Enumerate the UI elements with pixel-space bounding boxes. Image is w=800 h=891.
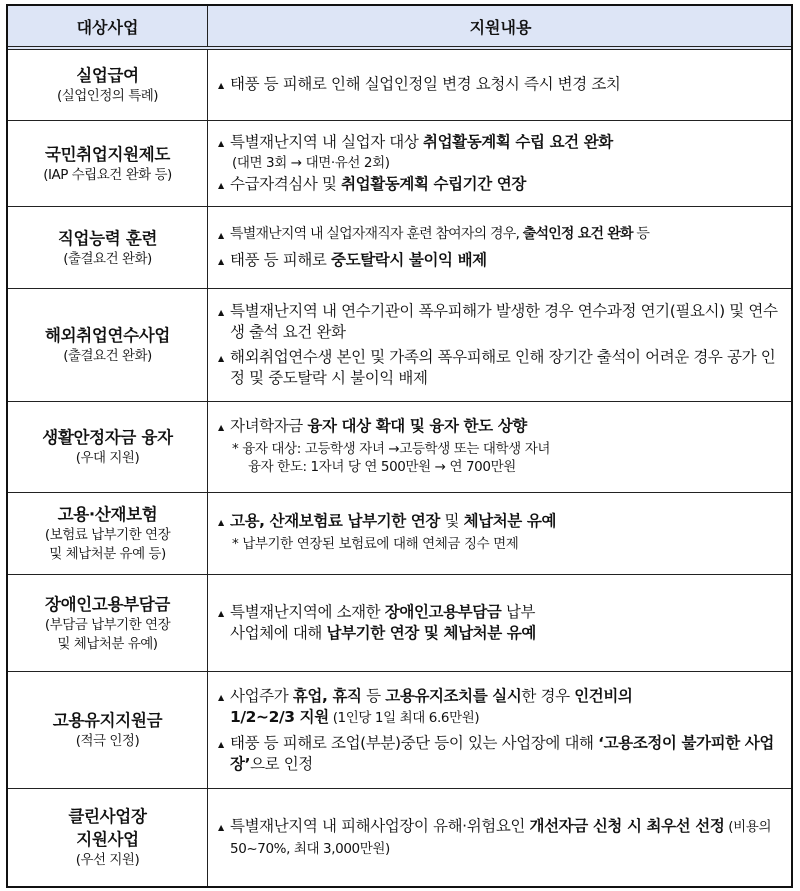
program-title: 실업급여 — [76, 66, 139, 85]
program-title: 해외취업연수사업 — [44, 326, 171, 345]
program-subtitle: (우선 지원) — [75, 852, 140, 868]
bullet-emphasis: 중도탈락시 불이익 배제 — [331, 250, 487, 269]
bullet-text: 및 — [439, 512, 464, 530]
program-cell — [8, 121, 208, 206]
program-cell — [8, 575, 208, 671]
table-row — [8, 788, 791, 886]
bullet-text: 납부 사업체에 대해 — [230, 603, 536, 642]
bullet-note: 융자 한도: 1자녀 당 연 500만원 → 연 700만원 — [248, 459, 516, 475]
bullet-emphasis: 체납처분 유예 — [463, 512, 557, 530]
bullet-note: (대면 3회 → 대면·유선 2회) — [232, 154, 390, 171]
bullet-note: * 융자 대상: 고등학생 자녀 →고등학생 또는 대학생 자녀 — [232, 441, 551, 457]
program-cell — [8, 289, 208, 401]
bullet-text: 수급자격심사 및 — [230, 174, 342, 193]
program-cell — [8, 50, 208, 120]
bullet-emphasis: 출석인정 요건 완화 — [522, 225, 633, 242]
bullet-emphasis: 휴업, 휴직 — [292, 686, 362, 705]
bullet-text: 사업주가 — [230, 686, 293, 705]
bullet-text: 태풍 등 피해로 인해 실업인정일 변경 요청시 즉시 변경 조치 — [230, 75, 621, 93]
program-subtitle: 및 체납처분 유예) — [57, 635, 158, 652]
triangle-bullet-icon: ▲ — [218, 354, 224, 363]
bullet-emphasis: 취업활동계획 수립기간 연장 — [341, 174, 526, 193]
bullet-item — [218, 224, 783, 246]
triangle-bullet-icon: ▲ — [218, 230, 224, 240]
program-cell — [8, 207, 208, 288]
bullet-text: 등 — [632, 225, 650, 242]
bullet-emphasis: 개선자금 신청 시 최우선 선정 — [529, 816, 725, 835]
bullet-text: 해외취업연수생 본인 및 가족의 폭우피해로 인해 장기간 출석이 어려운 경우 공가 인정 및 중도탈락 시 불이익 배제 — [230, 348, 776, 387]
content-cell — [208, 789, 791, 886]
bullet-text: 특별재난지역 내 실업자재직자 훈련 참여자의 경우, — [230, 225, 523, 242]
triangle-bullet-icon: ▲ — [218, 81, 224, 90]
table-row — [8, 671, 791, 788]
program-subtitle: (보험료 납부기한 연장 — [44, 527, 171, 543]
content-cell — [208, 121, 791, 206]
program-title: 국민취업지원제도 — [44, 144, 171, 164]
program-cell — [8, 493, 208, 574]
program-title: 고용·산재보험 — [57, 505, 158, 524]
bullet-note: * 납부기한 연장된 보험료에 대해 연체금 징수 면제 — [232, 536, 519, 552]
bullet-item — [218, 347, 783, 389]
program-title: 고용유지지원금 — [52, 711, 163, 730]
table-row — [8, 120, 791, 206]
bullet-item — [218, 733, 783, 775]
bullet-item — [218, 511, 783, 533]
bullet-item — [218, 174, 783, 196]
program-title: 장애인고용부담금 — [44, 594, 171, 614]
bullet-text: 태풍 등 피해로 조업(부분)중단 등이 있는 사업장에 대해 — [230, 733, 599, 752]
bullet-item — [218, 132, 783, 154]
triangle-bullet-icon: ▲ — [218, 609, 224, 618]
content-cell — [208, 289, 791, 401]
program-subtitle: (IAP 수립요건 완화 등) — [43, 166, 172, 183]
triangle-bullet-icon: ▲ — [218, 692, 224, 702]
table-row — [8, 574, 791, 671]
bullet-item — [218, 250, 783, 272]
triangle-bullet-icon: ▲ — [218, 138, 224, 148]
bullet-emphasis: 장애인고용부담금 — [384, 603, 502, 621]
bullet-text: 특별재난지역에 소재한 — [230, 603, 385, 621]
program-subtitle: (실업인정의 특례) — [56, 88, 159, 104]
bullet-text: 으로 인정 — [250, 754, 313, 773]
program-cell — [8, 672, 208, 788]
bullet-emphasis: 인건비의 1/2~2/3 지원 — [230, 686, 633, 726]
table-row — [8, 288, 791, 401]
header-support-content: 지원내용 — [469, 17, 532, 37]
content-cell — [208, 672, 791, 788]
bullet-emphasis: 고용유지조치를 실시 — [385, 686, 522, 705]
bullet-text: 등 — [361, 686, 386, 705]
triangle-bullet-icon: ▲ — [218, 739, 224, 749]
content-cell — [208, 50, 791, 120]
support-measures-table — [6, 4, 793, 888]
bullet-text: (비용의 50~70%, 최대 3,000만원) — [230, 818, 772, 857]
bullet-emphasis: 융자 대상 확대 및 융자 한도 상향 — [307, 417, 527, 435]
bullet-item — [218, 301, 783, 343]
triangle-bullet-icon: ▲ — [218, 256, 224, 266]
bullet-item — [218, 602, 783, 644]
bullet-emphasis: 취업활동계획 수립 요건 완화 — [423, 132, 613, 151]
bullet-text: 특별재난지역 내 실업자 대상 — [230, 132, 423, 151]
bullet-text: 태풍 등 피해로 — [230, 250, 332, 269]
content-cell — [208, 402, 791, 492]
content-cell — [208, 207, 791, 288]
content-cell — [208, 493, 791, 574]
table-row — [8, 492, 791, 574]
bullet-emphasis: 고용, 산재보험료 납부기한 연장 — [230, 512, 440, 530]
bullet-item — [218, 416, 783, 438]
bullet-text: 자녀학자금 — [230, 417, 308, 435]
bullet-item — [218, 686, 783, 729]
program-subtitle: (우대 지원) — [75, 450, 140, 466]
table-row — [8, 206, 791, 288]
triangle-bullet-icon: ▲ — [218, 518, 224, 527]
bullet-text: 한 경우 — [521, 686, 575, 705]
table-row — [8, 401, 791, 492]
program-title: 클린사업장 — [68, 807, 147, 826]
program-cell — [8, 789, 208, 886]
bullet-text: (1인당 1일 최대 6.6만원) — [328, 709, 480, 726]
table-row — [8, 50, 791, 120]
bullet-emphasis: 납부기한 연장 및 체납처분 유예 — [326, 624, 536, 642]
bullet-item — [218, 816, 783, 860]
program-subtitle: (출결요건 완화) — [63, 250, 152, 267]
program-title: 직업능력 훈련 — [57, 228, 158, 248]
triangle-bullet-icon: ▲ — [218, 822, 224, 832]
triangle-bullet-icon: ▲ — [218, 423, 224, 432]
content-cell — [208, 575, 791, 671]
program-cell — [8, 402, 208, 492]
triangle-bullet-icon: ▲ — [218, 308, 224, 317]
table-header — [8, 6, 791, 50]
bullet-emphasis: ‘고용조정이 불가피한 사업장’ — [230, 733, 774, 773]
program-title: 생활안정자금 융자 — [42, 428, 173, 447]
program-subtitle: 및 체납처분 유예 등) — [49, 546, 166, 562]
header-target-program: 대상사업 — [8, 6, 208, 46]
bullet-item — [218, 74, 783, 96]
program-subtitle: (출결요건 완화) — [63, 348, 152, 364]
program-subtitle: (부담금 납부기한 연장 — [44, 616, 171, 633]
program-title: 지원사업 — [76, 830, 139, 849]
triangle-bullet-icon: ▲ — [218, 180, 224, 190]
program-subtitle: (적극 인정) — [75, 733, 140, 749]
bullet-text: 특별재난지역 내 연수기관이 폭우피해가 발생한 경우 연수과정 연기(필요시) 및 연수생 출석 요건 완화 — [230, 302, 778, 341]
bullet-text: 특별재난지역 내 피해사업장이 유해·위험요인 — [230, 816, 530, 835]
